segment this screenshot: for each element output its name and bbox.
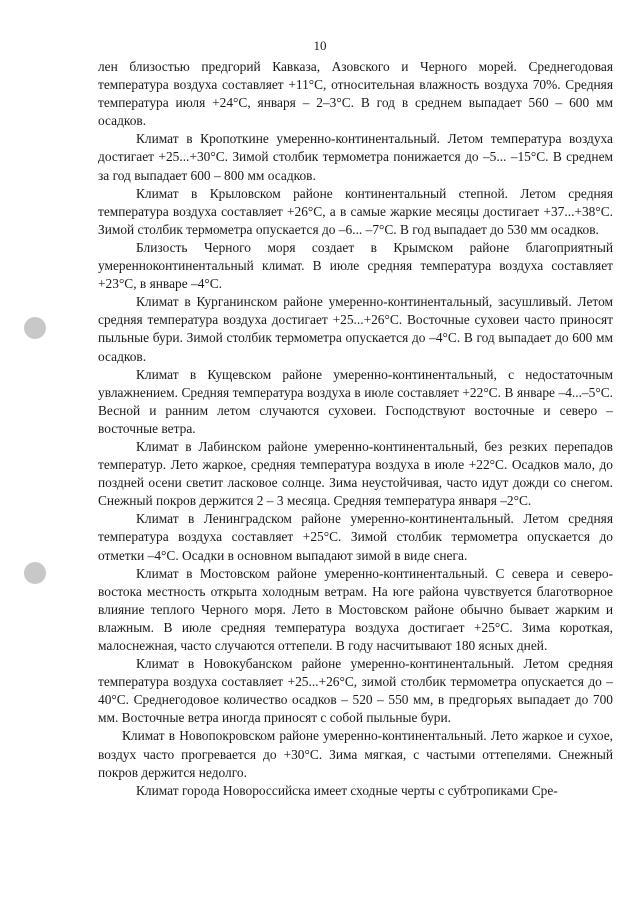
paragraph-2: Климат в Кропоткине умеренно-континентальный. Летом температура воздуха достигает +25...+30°С. Зимой столбик термометра понижается до –5... –15°С. В среднем за год выпадает 600 – 800 мм осадков.	[98, 131, 613, 183]
paragraph-3: Климат в Крыловском районе континентальный степной. Летом средняя температура воздуха составляет +26°С, а в самые жаркие месяцы достигает +37...+38°С. Зимой столбик термометра опускается до –6... –7°С. В год выпадает до 530 мм осадков.	[98, 185, 613, 237]
paragraph-7: Климат в Лабинском районе умеренно-континентальный, без резких перепадов температур. Лето жаркое, средняя температура воздуха в июле +22°С. Осадков мало, до поздней осени светит ласковое солнце. Зима неустойчивая, часто идут дожди со снегом. Снежный покров держится 2 – 3 месяца. Средняя температура января –2°С.	[98, 438, 613, 509]
paragraph-10: Климат в Новокубанском районе умеренно-континентальный. Летом средняя температура воздуха составляет +25...+26°С, зимой столбик термометра опускается до –40°С. Среднегодовое количество осадков – 520 – 550 мм, в предгорьях выпадает до 700 мм. Восточные ветра иногда приносят с собой пыльные бури.	[98, 656, 613, 726]
page-number: 10	[313, 38, 327, 53]
document-body	[98, 58, 613, 800]
paragraph-8: Климат в Ленинградском районе умеренно-континентальный. Летом средняя температура воздуха составляет +25°С. Зимой столбик термометра опускается до отметки –4°С. Осадки в основном выпадают зимой в виде снега.	[98, 511, 613, 563]
punch-hole-bottom	[24, 562, 46, 584]
paragraph-4: Близость Черного моря создает в Крымском районе благоприятный умеренноконтинентальный климат. В июле средняя температура воздуха составляет +23°С, в январе –4°С.	[98, 239, 613, 292]
paragraph-11: Климат в Новопокровском районе умеренно-континентальный. Лето жаркое и сухое, воздух часто прогревается до +30°С. Зима мягкая, с частыми оттепелями. Снежный покров держится недолго.	[98, 728, 613, 780]
paragraph-6: Климат в Кущевском районе умеренно-континентальный, с недостаточным увлажнением. Средняя температура воздуха в июле составляет +22°С. В январе –4...–5°С. Весной и ранним летом случаются суховеи. Господствуют восточные и северо – восточные ветра.	[98, 366, 613, 436]
paragraph-1: лен близостью предгорий Кавказа, Азовского и Черного морей. Среднегодовая температура воздуха составляет +11°С, относительная влажность воздуха 70%. Средняя температура июля +24°С, января – 2–3°С. В год в среднем выпадает 560 – 600 мм осадков.	[98, 59, 613, 129]
punch-hole-top	[24, 317, 46, 339]
paragraph-5: Климат в Курганинском районе умеренно-континентальный, засушливый. Летом средняя температура воздуха достигает +25...+26°С. Восточные суховеи часто приносят пыльные бури. Зимой столбик термометра опускается до –4°С. В год выпадает до 600 мм осадков.	[98, 294, 613, 364]
paragraph-9: Климат в Мостовском районе умеренно-континентальный. С севера и северо- востока местность открыта холодным ветрам. На юге района чувствуется благотворное влияние теплого Черного моря. Лето в Мостовском районе обычно бывает жарким и влажным. В июле средняя температура воздуха достигает +25°С. Зима короткая, малоснежная, часто случаются оттепели. В году насчитывают 180 ясных дней.	[98, 565, 613, 653]
paragraph-12: Климат города Новороссийска имеет сходные черты с субтропиками Сре-	[136, 782, 558, 798]
